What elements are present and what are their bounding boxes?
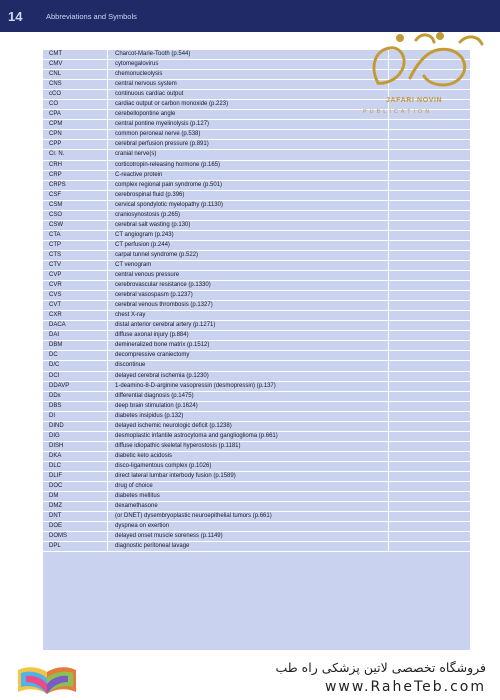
definition-cell: central nervous system: [115, 81, 177, 88]
table-row: [43, 482, 470, 492]
definition-cell: complex regional pain syndrome (p.501): [115, 181, 223, 188]
definition-cell: cerebral perfusion pressure (p.891): [115, 141, 209, 148]
column-divider: [388, 331, 389, 340]
abbreviation-cell: DACA: [49, 322, 66, 329]
abbreviation-cell: CRP: [49, 171, 62, 178]
definition-cell: delayed ischemic neurologic deficit (p.1238): [115, 422, 232, 429]
definition-cell: cranial nerve(s): [115, 151, 157, 158]
column-divider: [388, 271, 389, 280]
column-divider: [388, 181, 389, 190]
table-row: [43, 301, 470, 311]
abbreviation-cell: CNL: [49, 71, 62, 78]
column-divider: [107, 211, 108, 220]
abbreviation-cell: CMV: [49, 61, 63, 68]
definition-cell: 1-deamino-8-D-arginine vasopressin (desmopressin) (p.137): [115, 382, 276, 389]
abbreviation-cell: CMT: [49, 51, 62, 57]
definition-cell: chemonucleolysis: [115, 71, 163, 78]
abbreviation-cell: CPN: [49, 131, 62, 138]
column-divider: [388, 161, 389, 170]
column-divider: [107, 452, 108, 461]
definition-cell: decompressive craniectomy: [115, 352, 190, 359]
definition-cell: drug of choice: [115, 483, 153, 490]
open-book-icon: [12, 660, 82, 698]
definition-cell: cerebellopontine angle: [115, 111, 176, 118]
column-divider: [388, 452, 389, 461]
abbreviation-cell: D/C: [49, 362, 60, 369]
column-divider: [388, 301, 389, 310]
definition-cell: diffuse idiopathic skeletal hyperostosis (p.1181): [115, 442, 241, 449]
definition-cell: craniosynostosis (p.265): [115, 211, 181, 218]
column-divider: [107, 422, 108, 431]
abbreviation-cell: CO: [49, 101, 58, 108]
column-divider: [388, 261, 389, 270]
table-row: [43, 221, 470, 231]
definition-cell: cerebral venous thrombosis (p.1327): [115, 302, 213, 309]
table-row: [43, 251, 470, 261]
abbreviation-cell: DC: [49, 352, 58, 359]
table-row: [43, 191, 470, 201]
table-row: [43, 171, 470, 181]
table-row: [43, 432, 470, 442]
definition-cell: carpal tunnel syndrome (p.522): [115, 251, 199, 258]
column-divider: [388, 140, 389, 149]
table-row: [43, 372, 470, 382]
table-row: [43, 522, 470, 532]
abbreviation-cell: DLIF: [49, 472, 63, 479]
table-row: [43, 462, 470, 472]
definition-cell: corticotropin-releasing hormone (p.165): [115, 161, 221, 168]
column-divider: [107, 532, 108, 541]
column-divider: [107, 100, 108, 109]
table-row: [43, 311, 470, 321]
table-row: [43, 261, 470, 271]
column-divider: [107, 462, 108, 471]
column-divider: [107, 70, 108, 79]
abbreviation-cell: DKA: [49, 452, 62, 459]
column-divider: [107, 161, 108, 170]
column-divider: [107, 522, 108, 531]
definition-cell: continuous cardiac output: [115, 91, 184, 98]
column-divider: [107, 542, 108, 551]
column-divider: [388, 281, 389, 290]
column-divider: [388, 311, 389, 320]
abbreviation-cell: CSM: [49, 201, 63, 208]
store-name: فروشگاه تخصصی لاتین پزشکی راه طب: [275, 660, 486, 675]
abbreviation-cell: DIND: [49, 422, 64, 429]
column-divider: [107, 472, 108, 481]
definition-cell: cytomegalovirus: [115, 61, 159, 68]
column-divider: [107, 80, 108, 89]
table-row: [43, 361, 470, 371]
table-row: [43, 542, 470, 552]
page-number: 14: [8, 9, 23, 24]
column-divider: [388, 412, 389, 421]
definition-cell: diabetes insipidus (p.132): [115, 412, 184, 419]
abbreviation-cell: DOE: [49, 523, 63, 530]
column-divider: [107, 442, 108, 451]
abbreviation-cell: CPM: [49, 121, 63, 128]
column-divider: [388, 442, 389, 451]
column-divider: [388, 150, 389, 159]
abbreviation-cell: CTV: [49, 261, 61, 268]
definition-cell: delayed cerebral ischemia (p.1230): [115, 372, 209, 379]
definition-cell: diabetic keto acidosis: [115, 452, 173, 459]
definition-cell: diagnostic peritoneal lavage: [115, 543, 190, 550]
abbreviation-cell: CSF: [49, 191, 61, 198]
column-divider: [107, 281, 108, 290]
definition-cell: deep brain stimulation (p.1624): [115, 402, 198, 409]
column-divider: [107, 502, 108, 511]
table-row: [43, 412, 470, 422]
table-row: [43, 241, 470, 251]
column-divider: [107, 351, 108, 360]
column-divider: [107, 301, 108, 310]
table-row: [43, 492, 470, 502]
table-row: [43, 402, 470, 412]
table-row: [43, 211, 470, 221]
column-divider: [107, 50, 108, 59]
definition-cell: central venous pressure: [115, 272, 180, 279]
column-divider: [107, 150, 108, 159]
definition-cell: cardiac output or carbon monoxide (p.223): [115, 101, 229, 108]
definition-cell: discontinue: [115, 362, 146, 369]
column-divider: [388, 462, 389, 471]
column-divider: [107, 382, 108, 391]
column-divider: [107, 201, 108, 210]
column-divider: [388, 291, 389, 300]
column-divider: [388, 542, 389, 551]
column-divider: [107, 341, 108, 350]
table-row: [43, 422, 470, 432]
table-row: [43, 382, 470, 392]
column-divider: [107, 60, 108, 69]
column-divider: [388, 382, 389, 391]
column-divider: [388, 402, 389, 411]
table-row: [43, 231, 470, 241]
column-divider: [107, 120, 108, 129]
definition-cell: cerebral salt wasting (p.130): [115, 221, 191, 228]
table-row: [43, 442, 470, 452]
publisher-logo-mark: [360, 28, 490, 98]
column-divider: [107, 402, 108, 411]
table-row: [43, 502, 470, 512]
column-divider: [107, 311, 108, 320]
abbreviation-cell: DLC: [49, 462, 62, 469]
column-divider: [107, 241, 108, 250]
definition-cell: Charcot-Marie-Tooth (p.544): [115, 51, 191, 57]
table-row: [43, 452, 470, 462]
definition-cell: delayed onset muscle soreness (p.1149): [115, 533, 223, 540]
abbreviation-cell: CTS: [49, 251, 61, 258]
column-divider: [388, 492, 389, 501]
definition-cell: common peroneal nerve (p.538): [115, 131, 201, 138]
definition-cell: distal anterior cerebral artery (p.1271): [115, 322, 216, 329]
column-divider: [388, 422, 389, 431]
column-divider: [388, 341, 389, 350]
abbreviation-cell: DPL: [49, 543, 61, 550]
definition-cell: diffuse axonal injury (p.884): [115, 332, 189, 339]
publisher-name: JAFARI NOVIN: [386, 97, 443, 104]
column-divider: [388, 361, 389, 370]
table-row: [43, 331, 470, 341]
column-divider: [388, 482, 389, 491]
column-divider: [107, 512, 108, 521]
table-row: [43, 321, 470, 331]
column-divider: [388, 351, 389, 360]
definition-cell: cervical spondylotic myelopathy (p.1130): [115, 201, 223, 208]
column-divider: [107, 492, 108, 501]
column-divider: [388, 532, 389, 541]
abbreviation-cell: DM: [49, 493, 59, 500]
column-divider: [107, 482, 108, 491]
table-row: [43, 351, 470, 361]
column-divider: [107, 412, 108, 421]
abbreviation-cell: CNS: [49, 81, 62, 88]
table-row: [43, 512, 470, 522]
column-divider: [388, 512, 389, 521]
definition-cell: cerebrospinal fluid (p.396): [115, 191, 185, 198]
table-row: [43, 532, 470, 542]
definition-cell: dyspnea on exertion: [115, 523, 170, 530]
table-row: [43, 341, 470, 351]
definition-cell: direct lateral lumbar interbody fusion (p.1589): [115, 472, 236, 479]
abbreviation-cell: CVP: [49, 272, 62, 279]
abbreviation-cell: CPP: [49, 141, 62, 148]
table-row: [43, 271, 470, 281]
store-url[interactable]: www.RaheTeb.com: [324, 679, 486, 695]
definition-cell: C-reactive protein: [115, 171, 163, 178]
abbreviation-cell: DMZ: [49, 503, 62, 510]
column-divider: [107, 110, 108, 119]
definition-cell: CT venogram: [115, 261, 152, 268]
definition-cell: central pontine myelinolysis (p.127): [115, 121, 210, 128]
definition-cell: CT angiogram (p.243): [115, 231, 174, 238]
column-divider: [107, 291, 108, 300]
abbreviation-cell: DDAVP: [49, 382, 70, 389]
column-divider: [388, 372, 389, 381]
column-divider: [107, 130, 108, 139]
column-divider: [388, 171, 389, 180]
column-divider: [107, 261, 108, 270]
column-divider: [107, 251, 108, 260]
abbreviation-cell: DAI: [49, 332, 60, 339]
column-divider: [107, 372, 108, 381]
column-divider: [388, 201, 389, 210]
table-row: [43, 140, 470, 150]
column-divider: [388, 221, 389, 230]
column-divider: [107, 271, 108, 280]
running-header-title: Abbreviations and Symbols: [46, 12, 137, 21]
definition-cell: differential diagnosis (p.1475): [115, 392, 194, 399]
abbreviation-cell: DNT: [49, 513, 62, 520]
abbreviation-cell: CVT: [49, 302, 61, 309]
abbreviation-cell: CRPS: [49, 181, 66, 188]
column-divider: [107, 331, 108, 340]
column-divider: [388, 130, 389, 139]
abbreviation-cell: DCI: [49, 372, 60, 379]
column-divider: [107, 321, 108, 330]
column-divider: [388, 432, 389, 441]
abbreviation-cell: DI: [49, 412, 55, 419]
abbreviation-cell: CSW: [49, 221, 63, 228]
column-divider: [107, 361, 108, 370]
column-divider: [388, 522, 389, 531]
table-row: [43, 291, 470, 301]
column-divider: [388, 472, 389, 481]
publisher-subtitle: PUBLICATION: [363, 109, 433, 115]
abbreviation-cell: CRH: [49, 161, 62, 168]
store-footer: [0, 655, 500, 700]
definition-cell: dexamethasone: [115, 503, 158, 510]
abbreviation-cell: CVR: [49, 282, 62, 289]
column-divider: [388, 241, 389, 250]
column-divider: [107, 171, 108, 180]
column-divider: [107, 392, 108, 401]
column-divider: [107, 181, 108, 190]
column-divider: [107, 231, 108, 240]
definition-cell: desmoplastic infantile astrocytoma and ganglioglioma (p.661): [115, 432, 278, 439]
abbreviations-table: [43, 50, 470, 650]
column-divider: [388, 231, 389, 240]
abbreviation-cell: DDx: [49, 392, 61, 399]
column-divider: [388, 191, 389, 200]
abbreviation-cell: Cr. N.: [49, 151, 65, 158]
definition-cell: CT perfusion (p.244): [115, 241, 170, 248]
abbreviation-cell: cCO: [49, 91, 61, 98]
table-row: [43, 281, 470, 291]
abbreviation-cell: DOMS: [49, 533, 67, 540]
column-divider: [107, 221, 108, 230]
abbreviation-cell: CXR: [49, 312, 62, 319]
table-row: [43, 150, 470, 160]
column-divider: [107, 90, 108, 99]
table-row: [43, 392, 470, 402]
abbreviation-cell: DBS: [49, 402, 62, 409]
definition-cell: demineralized bone matrix (p.1512): [115, 342, 210, 349]
definition-cell: cerebrovascular resistance (p.1330): [115, 282, 211, 289]
table-row: [43, 161, 470, 171]
column-divider: [388, 392, 389, 401]
definition-cell: diabetes mellitus: [115, 493, 160, 500]
table-row: [43, 201, 470, 211]
definition-cell: cerebral vasospasm (p.1237): [115, 292, 193, 299]
definition-cell: (or DNET) dysembryoplastic neuroepithelial tumors (p.661): [115, 513, 272, 520]
table-row: [43, 130, 470, 140]
abbreviation-cell: DISH: [49, 442, 64, 449]
column-divider: [388, 321, 389, 330]
column-divider: [107, 432, 108, 441]
abbreviation-cell: CPA: [49, 111, 61, 118]
abbreviation-cell: CTA: [49, 231, 61, 238]
abbreviation-cell: CTP: [49, 241, 61, 248]
abbreviation-cell: CSO: [49, 211, 63, 218]
column-divider: [107, 191, 108, 200]
table-row: [43, 181, 470, 191]
column-divider: [388, 502, 389, 511]
column-divider: [107, 140, 108, 149]
definition-cell: chest X-ray: [115, 312, 146, 319]
column-divider: [388, 251, 389, 260]
table-row: [43, 472, 470, 482]
definition-cell: disco-ligamentous complex (p.1026): [115, 462, 212, 469]
abbreviation-cell: DBM: [49, 342, 63, 349]
abbreviation-cell: DOC: [49, 483, 63, 490]
abbreviation-cell: CVS: [49, 292, 62, 299]
column-divider: [388, 211, 389, 220]
abbreviation-cell: DIG: [49, 432, 60, 439]
